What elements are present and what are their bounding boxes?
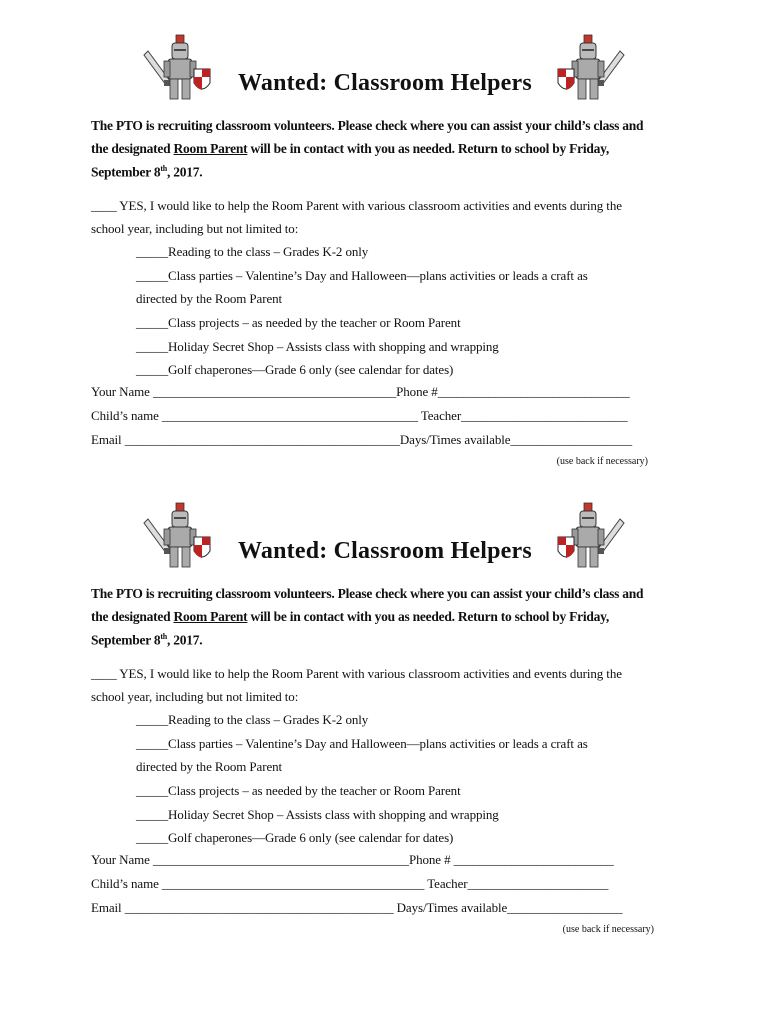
- yes-checkbox-line[interactable]: ____ YES, I would like to help the Room Parent with various classroom activities and events during the: [91, 666, 622, 681]
- option-class-projects[interactable]: _____Class projects – as needed by the teacher or Room Parent: [136, 783, 461, 798]
- option-golf[interactable]: _____Golf chaperones—Grade 6 only (see calendar for dates): [136, 362, 454, 377]
- form-title: Wanted: Classroom Helpers: [238, 538, 532, 564]
- name-phone-field[interactable]: Your Name ______________________________________Phone #______________________________: [91, 384, 630, 399]
- option-class-parties-cont: directed by the Room Parent: [136, 291, 283, 306]
- option-secret-shop[interactable]: _____Holiday Secret Shop – Assists class with shopping and wrapping: [136, 807, 499, 822]
- child-teacher-field[interactable]: Child’s name _________________________________________ Teacher______________________: [91, 876, 609, 891]
- option-class-parties[interactable]: _____Class parties – Valentine’s Day and Halloween—plans activities or leads a craft as: [136, 736, 588, 751]
- use-back-note: (use back if necessary): [562, 924, 654, 935]
- use-back-note: (use back if necessary): [556, 456, 648, 467]
- intro-text: The PTO is recruiting classroom volunteers. Please check where you can assist your child’s class and: [91, 586, 644, 601]
- yes-text: school year, including but not limited to:: [91, 221, 299, 236]
- room-parent-link: Room Parent: [173, 609, 248, 624]
- due-date: September 8th, 2017.: [91, 632, 203, 648]
- yes-text: school year, including but not limited to:: [91, 689, 299, 704]
- child-teacher-field[interactable]: Child’s name ________________________________________ Teacher__________________________: [91, 408, 628, 423]
- option-class-parties-cont: directed by the Room Parent: [136, 759, 283, 774]
- option-golf[interactable]: _____Golf chaperones—Grade 6 only (see calendar for dates): [136, 830, 454, 845]
- form-title: Wanted: Classroom Helpers: [238, 70, 532, 96]
- due-date: September 8th, 2017.: [91, 164, 203, 180]
- room-parent-link: Room Parent: [173, 141, 248, 156]
- email-days-field[interactable]: Email __________________________________________ Days/Times available__________________: [91, 900, 623, 915]
- option-class-parties[interactable]: _____Class parties – Valentine’s Day and Halloween—plans activities or leads a craft as: [136, 268, 588, 283]
- yes-checkbox-line[interactable]: ____ YES, I would like to help the Room Parent with various classroom activities and events during the: [91, 198, 622, 213]
- volunteer-form-2: [0, 468, 770, 938]
- email-days-field[interactable]: Email ___________________________________________Days/Times available___________________: [91, 432, 633, 447]
- option-reading[interactable]: _____Reading to the class – Grades K-2 only: [136, 244, 369, 259]
- intro-text: The PTO is recruiting classroom volunteers. Please check where you can assist your child’s class and: [91, 118, 644, 133]
- intro-text: the designated Room Parent will be in contact with you as needed. Return to school by Friday,: [91, 609, 610, 624]
- name-phone-field[interactable]: Your Name ________________________________________Phone # _________________________: [91, 852, 614, 867]
- option-secret-shop[interactable]: _____Holiday Secret Shop – Assists class with shopping and wrapping: [136, 339, 499, 354]
- intro-text: the designated Room Parent will be in contact with you as needed. Return to school by Friday,: [91, 141, 610, 156]
- option-reading[interactable]: _____Reading to the class – Grades K-2 only: [136, 712, 369, 727]
- volunteer-form-1: [0, 0, 770, 470]
- option-class-projects[interactable]: _____Class projects – as needed by the teacher or Room Parent: [136, 315, 461, 330]
